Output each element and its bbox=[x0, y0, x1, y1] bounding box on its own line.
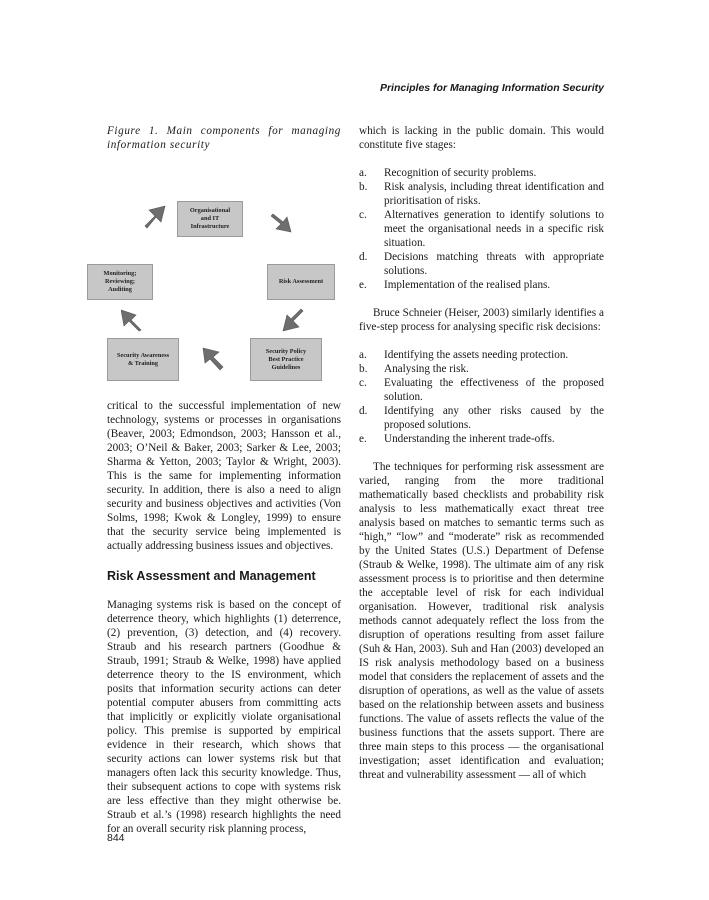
box-security-awareness: Security Awareness & Training bbox=[107, 338, 179, 381]
running-header: Principles for Managing Information Security bbox=[379, 82, 604, 94]
figure-caption: Figure 1. Main components for managing information security bbox=[107, 125, 341, 151]
list-item: e. Implementation of the realised plans. bbox=[359, 279, 551, 291]
box-risk-assessment: Risk Assessment bbox=[267, 264, 335, 300]
list-item: a. Identifying the assets needing protection. bbox=[359, 349, 569, 361]
right-paragraph-3: The techniques for performing risk assessment are varied, ranging from the more traditional mathematically based checklists and probability risk analysis to less mathematically exact threat tree analysis based on matches to semantic terms such as “high,” “low” and “moderate” risk as recommended by the United States (U.S.) Department of Defense (Straub & Welke, 1998). The ultimate aim of any risk assessment process is to prioritise and then determine the acceptable level of risk for each individual organisation. However, traditional risk analysis methods cannot adequately reflect the loss from the disruption of operations resulting from asset failure (Suh & Han, 2003). Suh and Han (2003) developed an IS risk analysis methodology based on a business model that considers the replacement of assets and the disruption of operations, as well as the value of assets based on the relationship between assets and business functions. The value of assets reflects the value of the business functions that the assets support. There are three main steps to this process — the organisational investigation; asset identification and evaluation; threat and vulnerability assessment — all of which bbox=[359, 461, 604, 781]
left-column bbox=[103, 124, 341, 836]
arrow-top-right-icon bbox=[271, 208, 297, 234]
right-column bbox=[359, 124, 604, 782]
list-item: c. Alternatives generation to identify solutions to meet the organisational needs in a specific risk situation. bbox=[359, 209, 604, 249]
list-item: d. Decisions matching threats with appropriate solutions. bbox=[359, 251, 604, 277]
box-monitoring: Monitoring; Reviewing; Auditing bbox=[87, 264, 153, 300]
box-org-infrastructure: Organisational and IT Infrastructure bbox=[177, 201, 243, 237]
stages-list bbox=[359, 166, 604, 292]
arrow-left-up-icon bbox=[121, 306, 147, 332]
arrow-top-left-icon bbox=[141, 204, 167, 230]
right-paragraph-1: which is lacking in the public domain. This would constitute five stages: bbox=[359, 125, 604, 151]
section-heading: Risk Assessment and Management bbox=[107, 569, 316, 583]
page-number: 844 bbox=[107, 832, 125, 844]
list-item: c. Evaluating the effectiveness of the proposed solution. bbox=[359, 377, 604, 403]
list-item: a. Recognition of security problems. bbox=[359, 167, 537, 179]
left-paragraph-1: critical to the successful implementation of new technology, systems or processes in organisations (Beaver, 2003; Edmondson, 2003; Hansson et al., 2003; O’Neil & Baker, 2003; Sarker & Lee, 2003; Sharma & Yetton, 2003; Taylor & Wright, 2003). This is the same for implementing information security. In addition, there is also a need to align security and business objectives and activities (Von Solms, 1998; Kwok & Longley, 1999) to ensure that the security service being implemented is actually addressing business issues and objectives. bbox=[107, 400, 341, 552]
steps-list bbox=[359, 348, 604, 446]
box-security-policy: Security Policy Best Practice Guidelines bbox=[250, 338, 322, 381]
arrow-right-down-icon bbox=[281, 307, 307, 333]
right-paragraph-2: Bruce Schneier (Heiser, 2003) similarly identifies a five-step process for analysing specific risk decisions: bbox=[359, 307, 604, 333]
list-item: e. Understanding the inherent trade-offs. bbox=[359, 433, 555, 445]
figure-diagram bbox=[103, 180, 357, 371]
left-paragraph-2: Managing systems risk is based on the concept of deterrence theory, which highlights (1) deterrence, (2) prevention, (3) detection, and (4) recovery. Straub and his research partners (Goodhue & Straub, 1991; Straub & Welke, 1998) have applied deterrence theory to the IS environment, which posits that information security actions can deter potential computer abusers from committing acts that implicitly or explicitly violate organisational policy. This premise is supported by empirical evidence in their research, which shows that security actions can lower systems risk but that managers often lack this security knowledge. Thus, their subsequent actions to cope with systems risk are less effective than they might otherwise be. Straub et al.’s (1998) research highlights the need for an overall security risk planning process, bbox=[107, 599, 341, 835]
list-item: d. Identifying any other risks caused by the proposed solutions. bbox=[359, 405, 604, 431]
list-item: b. Analysing the risk. bbox=[359, 363, 469, 375]
arrow-bottom-left-icon bbox=[199, 345, 225, 371]
list-item: b. Risk analysis, including threat identification and prioritisation of risks. bbox=[359, 181, 604, 207]
